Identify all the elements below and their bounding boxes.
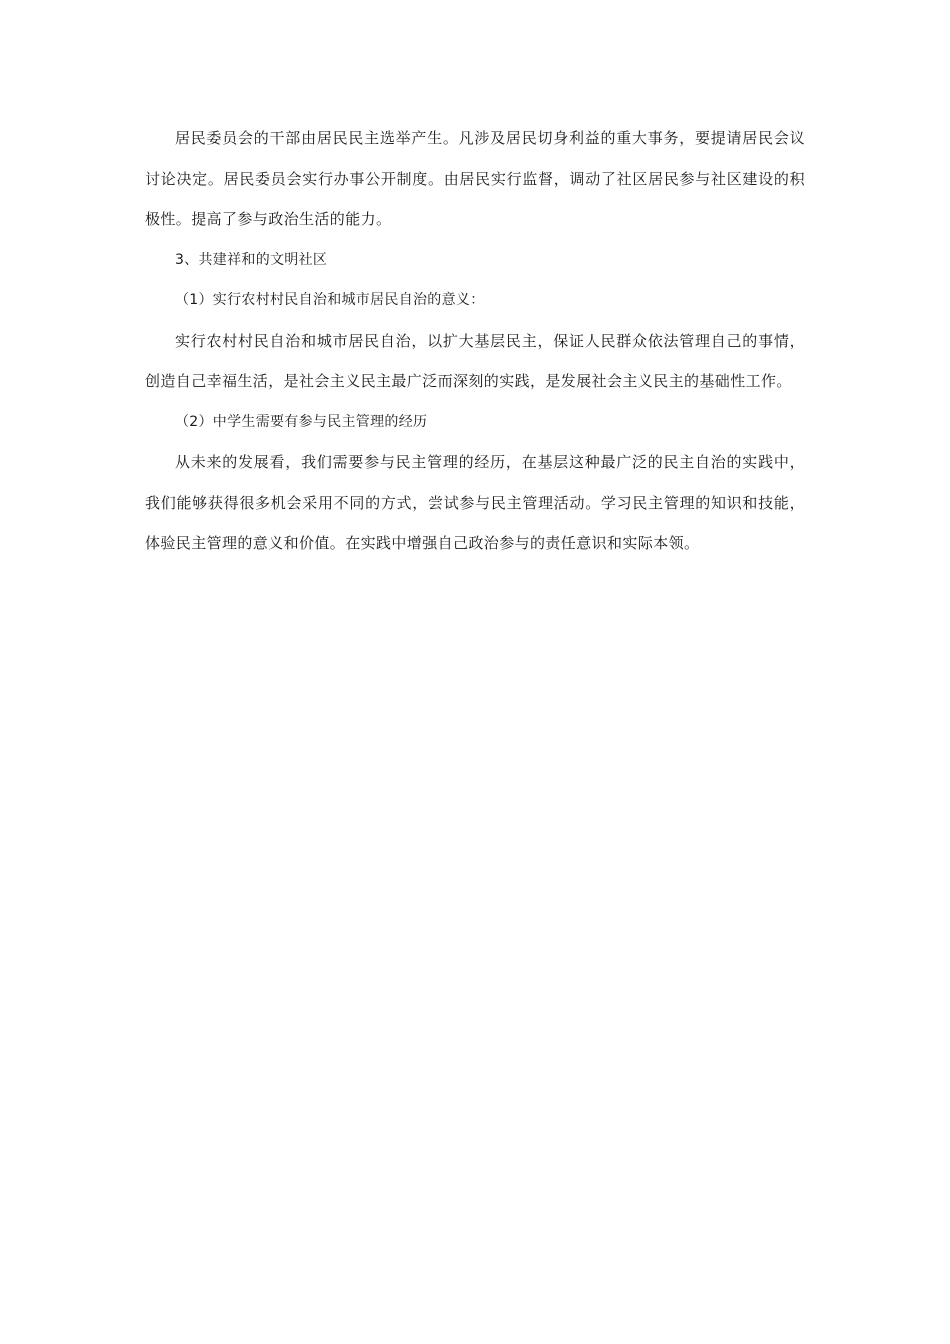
paragraph-student-experience: 从未来的发展看，我们需要参与民主管理的经历，在基层这种最广泛的民主自治的实践中，我们能够获得很多机会采用不同的方式，尝试参与民主管理活动。学习民主管理的知识和技能，体验民主管理的意义和价值。在实践中增强自己政治参与的责任意识和实际本领。 — [145, 453, 805, 552]
section-heading-civilized-community: 3、共建祥和的文明社区 — [175, 251, 328, 268]
document-body — [145, 118, 805, 564]
paragraph-significance: 实行农村村民自治和城市居民自治，以扩大基层民主，保证人民群众依法管理自己的事情，创造自己幸福生活，是社会主义民主最广泛而深刻的实践，是发展社会主义民主的基础性工作。 — [145, 331, 805, 390]
subheading-significance: （1）实行农村村民自治和城市居民自治的意义： — [175, 292, 485, 308]
paragraph-residents-committee: 居民委员会的干部由居民民主选举产生。凡涉及居民切身利益的重大事务，要提请居民会议讨论决定。居民委员会实行办事公开制度。由居民实行监督，调动了社区居民参与社区建设的积极性。提高了参与政治生活的能力。 — [145, 129, 805, 228]
subheading-student-experience: （2）中学生需要有参与民主管理的经历 — [175, 413, 428, 430]
